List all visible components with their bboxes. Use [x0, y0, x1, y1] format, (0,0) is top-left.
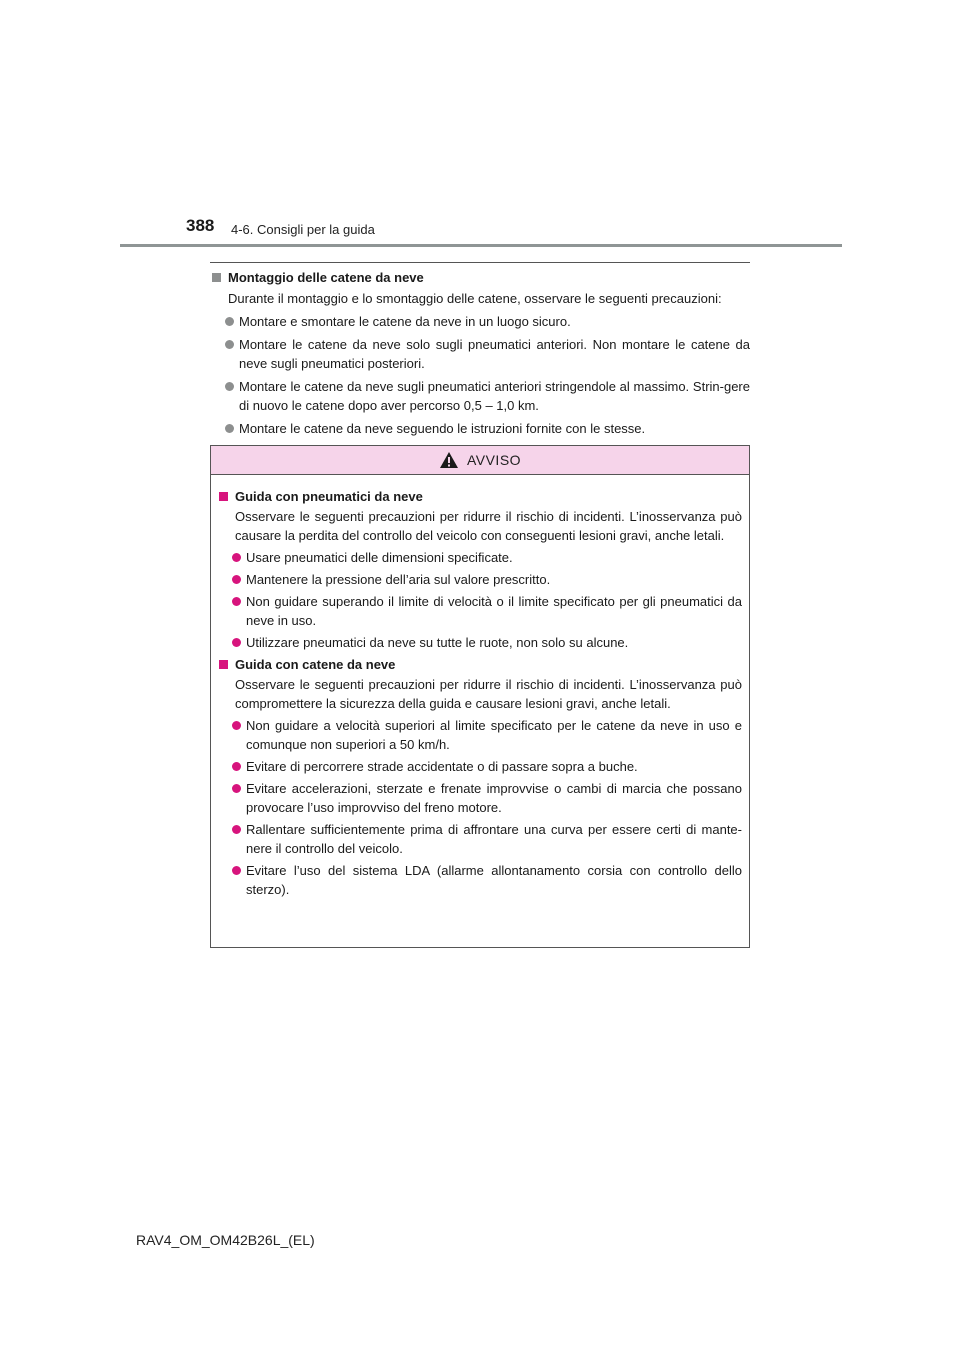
warning-box: [210, 445, 750, 948]
warning-intro: Osservare le seguenti precauzioni per ridurre il rischio di incidenti. L’inosservanza può causare la perdita del controllo del veicolo con conseguenti lesioni gravi, anche letali.: [235, 509, 742, 543]
warning-header: [211, 446, 749, 475]
circle-bullet-icon: [232, 825, 241, 834]
circle-bullet-icon: [225, 424, 234, 433]
circle-bullet-icon: [232, 597, 241, 606]
main-content: [210, 268, 750, 442]
list-item-text: Evitare l’uso del sistema LDA (allarme allontanamento corsia con controllo dello sterzo).: [246, 863, 742, 897]
circle-bullet-icon: [232, 575, 241, 584]
circle-bullet-icon: [232, 721, 241, 730]
square-bullet-icon: [219, 492, 228, 501]
list-item: [217, 716, 742, 754]
list-item: [217, 633, 742, 652]
list-item: [217, 820, 742, 858]
list-item-text: Montare le catene da neve sugli pneumatici anteriori stringendole al massimo. Strin-gere di nuovo le catene dopo aver percorso 0,5 – 1,0 km.: [239, 379, 750, 413]
header-divider: [120, 244, 842, 247]
list-item: [210, 419, 750, 438]
list-item-text: Montare le catene da neve solo sugli pneumatici anteriori. Non montare le catene da neve sugli pneumatici posteriori.: [239, 337, 750, 371]
circle-bullet-icon: [225, 382, 234, 391]
document-code: RAV4_OM_OM42B26L_(EL): [136, 1232, 315, 1248]
warning-title: AVVISO: [466, 452, 522, 468]
warning-section-heading: [217, 487, 742, 506]
list-item-text: Evitare accelerazioni, sterzate e frenate improvvise o cambi di marcia che possano provocare l’uso improvviso del freno motore.: [246, 781, 742, 815]
content-divider: [210, 262, 750, 263]
intro-text: Durante il montaggio e lo smontaggio delle catene, osservare le seguenti precauzioni:: [228, 291, 722, 306]
heading-text: Montaggio delle catene da neve: [228, 270, 424, 285]
list-item-text: Rallentare sufficientemente prima di affrontare una curva per essere certi di mante-nere il controllo del veicolo.: [246, 822, 742, 856]
list-item-text: Utilizzare pneumatici da neve su tutte le ruote, non solo su alcune.: [246, 635, 629, 650]
list-item-text: Montare le catene da neve seguendo le istruzioni fornite con le stesse.: [239, 421, 646, 436]
list-item: [217, 779, 742, 817]
section-heading: [210, 268, 750, 287]
list-item-text: Mantenere la pressione dell’aria sul valore prescritto.: [246, 572, 551, 587]
list-item: [217, 548, 742, 567]
circle-bullet-icon: [232, 784, 241, 793]
warning-body: [211, 475, 749, 899]
circle-bullet-icon: [232, 762, 241, 771]
list-item-text: Non guidare superando il limite di velocità o il limite specificato per gli pneumatici da neve in uso.: [246, 594, 742, 628]
list-item: [217, 757, 742, 776]
circle-bullet-icon: [232, 553, 241, 562]
list-item: [217, 861, 742, 899]
circle-bullet-icon: [225, 340, 234, 349]
heading-text: Guida con pneumatici da neve: [235, 489, 423, 504]
circle-bullet-icon: [232, 638, 241, 647]
list-item-text: Evitare di percorrere strade accidentate o di passare sopra a buche.: [246, 759, 638, 774]
list-item: [210, 377, 750, 415]
list-item-text: Non guidare a velocità superiori al limite specificato per le catene da neve in uso e comunque non superiori a 50 km/h.: [246, 718, 742, 752]
circle-bullet-icon: [232, 866, 241, 875]
circle-bullet-icon: [225, 317, 234, 326]
list-item-text: Montare e smontare le catene da neve in un luogo sicuro.: [239, 314, 571, 329]
list-item-text: Usare pneumatici delle dimensioni specificate.: [246, 550, 513, 565]
square-bullet-icon: [219, 660, 228, 669]
warning-section-heading: [217, 655, 742, 674]
list-item: [217, 570, 742, 589]
list-item: [210, 335, 750, 373]
list-item: [217, 592, 742, 630]
square-bullet-icon: [212, 273, 221, 282]
page-number: 388: [186, 216, 215, 235]
list-item: [210, 312, 750, 331]
warning-intro: Osservare le seguenti precauzioni per ridurre il rischio di incidenti. L’inosservanza può compromettere la sicurezza della guida e causare lesioni gravi, anche letali.: [235, 677, 742, 711]
heading-text: Guida con catene da neve: [235, 657, 396, 672]
section-title: 4-6. Consigli per la guida: [231, 222, 375, 237]
warning-triangle-icon: [439, 451, 459, 469]
